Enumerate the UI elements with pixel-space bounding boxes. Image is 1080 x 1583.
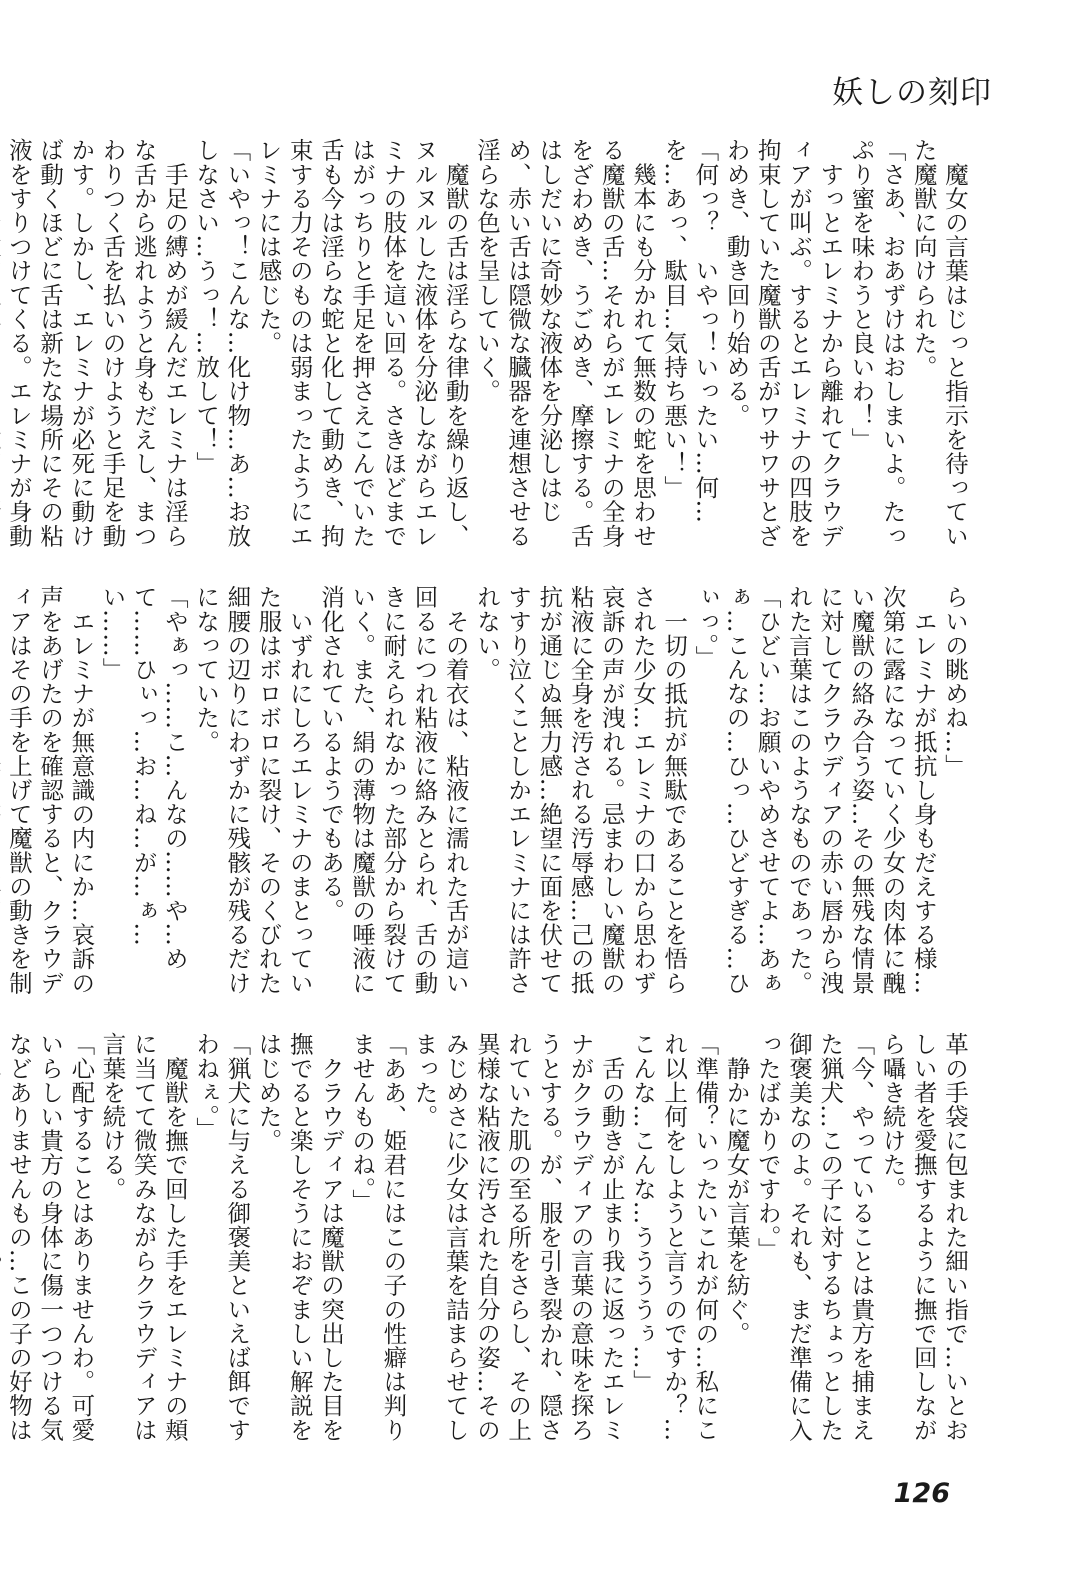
paragraph: らいの眺めね…」 [941,585,969,778]
paragraph: いずれにしろエレミナのまとっていた服はボロボロに裂け、そのくびれた細腰の辺りにわずかに残骸が残るだけになっていた。 [192,585,314,995]
paragraph: 魔女の言葉はじっと指示を待っていた魔獣に向けられた。 [909,138,969,548]
paragraph: 「ああ、姫君にはこの子の性癖は判りませんものね。」 [348,1032,408,1442]
paragraph: すっとエレミナから離れてクラウディアが叫ぶ。するとエレミナの四肢を拘束していた魔獣の舌がワサワサとざわめき、動き回り始める。 [722,138,845,548]
chapter-title: 妖しの刻印 [832,75,992,111]
text-block-3 [4,1032,970,1462]
paragraph: 「ひどい…お願いやめさせてよ…あぁぁ…こんなの…ひっ…ひどすぎる…ひぃっ。」 [691,585,782,995]
paragraph: 幾本にも分かれて無数の蛇を思わせる魔獣の舌…それらがエレミナの全身をざわめき、うごめき、摩擦する。舌はしだいに奇妙な液体を分泌しはじめ、赤い舌は隠微な臓器を連想させる淫らな色を呈していく。 [472,138,657,548]
paragraph: 静かに魔女が言葉を紡ぐ。 [722,1032,751,1346]
paragraph: 「いやっ！こんな…化け物…あ…お放しなさい…うっ！…放して！」 [192,138,252,548]
paragraph: その着衣は、粘液に濡れた舌が這い回るにつれ粘液に絡みとられ、舌の動きに耐えられなかった部分から裂けていく。また、絹の薄物は魔獣の唾液に消化されているようでもある。 [316,585,470,995]
paragraph: クラウディアは魔獣の突出した目を撫でると楽しそうにおぞましい解説をはじめた。 [254,1032,345,1442]
paragraph: エレミナが抵抗し身もだえする様…次第に露になっていく少女の肉体に醜い魔獣の絡み合う姿…その無残な情景に対してクラウディアの赤い唇から洩れた言葉はこのようなものであった。 [784,585,938,995]
paragraph: 舌の動きが止まり我に返ったエレミナがクラウディアの言葉の意味を探ろうとする。が、服を引き裂かれ、隠されていた肌の至る所をさらし、その上異様な粘液に汚された自分の姿…そのみじめさに少女は言葉を詰まらせてしまった。 [410,1032,626,1442]
text-block-1 [4,138,970,568]
paragraph: 「準備？いったいこれが何の…私にこれ以上何をしようと言うのですか？…こんな…こんな…ううううぅ…」 [628,1032,720,1442]
paragraph: 「猟犬に与える御褒美といえば餌ですわねぇ。」 [192,1032,252,1442]
paragraph: 一切の抵抗が無駄であることを悟らされた少女…エレミナの口から思わず哀訴の声が洩れる。忌まわしい魔獣の粘液に全身を汚される汚辱感…己の抵抗が通じぬ無力感…絶望に面を伏せてすすり泣くことしかエレミナには許されない。 [472,585,689,995]
page-number: 126 [893,1478,950,1509]
paragraph: 「さあ、おあずけはおしまいよ。たっぷり蜜を味わうと良いわ！」 [847,138,907,548]
paragraph: 魔獣を撫で回した手をエレミナの頬に当てて微笑みながらクラウディアは言葉を続ける。 [98,1032,189,1442]
paragraph: 革の手袋に包まれた細い指で…いとおしい者を愛撫するように撫で回しながら囁き続けた。 [878,1032,969,1442]
paragraph: 手足の縛めが緩んだエレミナは淫らな舌から逃れようと身もだえし、まつわりつく舌を払いのけようと手足を動かす。しかし、エレミナが必死に動けば動くほどに舌は新たな場所にその粘液をすりつけてくる。エレミナが身動 [4,138,189,548]
text-block-2 [4,585,970,1015]
paragraph: 「今、やっていることは貴方を捕まえた猟犬…この子に対するちょっとした御褒美なのよ。それも、まだ準備に入ったばかりですわ。」 [753,1032,876,1442]
paragraph: 魔獣の舌は淫らな律動を繰り返し、ヌルヌルした液体を分泌しながらエレミナの肢体を這い回る。さきほどまではがっちりと手足を押さえこんでいた舌も今は淫らな蛇と化して動めき、拘束する力そのものは弱まったようにエレミナには感じた。 [254,138,470,548]
paragraph: 「心配することはありませんわ。可愛いらしい貴方の身体に傷一つつける気などありませんもの…この子の好物は [4,1032,96,1442]
paragraph: 「やぁっ……こ…んなの……や…めて……ひぃっ…お…ね…が…ぁ…い……」 [98,585,189,971]
paragraph: エレミナが無意識の内にか…哀訴の声をあげたのを確認すると、クラウディアはその手を上げて魔獣の動きを制 [4,585,96,995]
paragraph: 「何っ？ いやっ！いったい…何…を…あっ、駄目…気持ち悪い！」 [660,138,720,524]
